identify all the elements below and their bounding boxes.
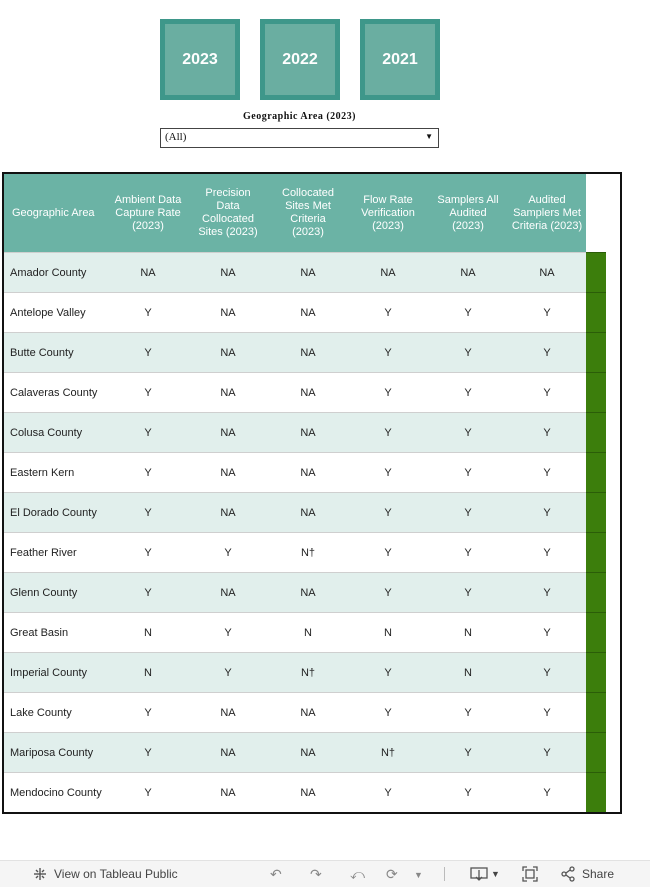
criteria-cell: Y <box>543 626 551 639</box>
criteria-cell: NA <box>539 266 555 279</box>
criteria-cell: NA <box>300 266 316 279</box>
toolbar-divider <box>444 867 445 881</box>
status-bar <box>586 492 606 532</box>
year-button-2021[interactable] <box>360 19 440 100</box>
criteria-cell: Y <box>464 506 472 519</box>
table-header <box>4 174 586 252</box>
criteria-cell: N <box>464 666 472 679</box>
refresh-menu-chevron-icon[interactable]: ▼ <box>414 870 423 880</box>
geographic-area-cell: Mendocino County <box>10 786 102 799</box>
criteria-cell: NA <box>140 266 156 279</box>
criteria-cell: Y <box>464 386 472 399</box>
criteria-cell: Y <box>144 746 152 759</box>
criteria-cell: Y <box>144 346 152 359</box>
criteria-cell: Y <box>224 666 232 679</box>
criteria-cell: Y <box>144 786 152 799</box>
status-bar <box>586 692 606 732</box>
geographic-area-cell: Mariposa County <box>10 746 94 759</box>
table-row[interactable] <box>4 372 586 412</box>
geographic-area-cell: Calaveras County <box>10 386 98 399</box>
table-row[interactable] <box>4 652 586 692</box>
criteria-cell: Y <box>543 426 551 439</box>
column-header: Flow Rate Verification (2023) <box>361 193 415 232</box>
criteria-cell: NA <box>220 586 236 599</box>
criteria-cell: Y <box>543 546 551 559</box>
status-bar <box>586 612 606 652</box>
criteria-cell: NA <box>300 586 316 599</box>
tableau-toolbar <box>0 860 650 887</box>
download-chevron-icon: ▼ <box>491 869 500 879</box>
table-row[interactable] <box>4 532 586 572</box>
criteria-cell: Y <box>543 506 551 519</box>
criteria-cell: Y <box>144 426 152 439</box>
criteria-cell: Y <box>464 786 472 799</box>
geographic-area-cell: Glenn County <box>10 586 78 599</box>
criteria-cell: NA <box>300 346 316 359</box>
table-row[interactable] <box>4 492 586 532</box>
table-row[interactable] <box>4 292 586 332</box>
criteria-cell: Y <box>464 586 472 599</box>
criteria-cell: N <box>144 626 152 639</box>
status-bar <box>586 372 606 412</box>
table-row[interactable] <box>4 692 586 732</box>
geographic-area-cell: Colusa County <box>10 426 83 439</box>
criteria-cell: Y <box>543 746 551 759</box>
criteria-cell: Y <box>464 546 472 559</box>
criteria-cell: Y <box>144 506 152 519</box>
criteria-cell: NA <box>220 306 236 319</box>
redo-icon[interactable]: ↷ <box>310 866 322 882</box>
year-button-2023[interactable] <box>160 19 240 100</box>
status-bar <box>586 252 606 292</box>
status-bar <box>586 332 606 372</box>
criteria-cell: Y <box>224 546 232 559</box>
criteria-cell: Y <box>384 546 392 559</box>
criteria-cell: Y <box>384 306 392 319</box>
status-bar <box>586 772 606 812</box>
year-button-2022[interactable] <box>260 19 340 100</box>
criteria-cell: Y <box>464 306 472 319</box>
criteria-cell: Y <box>384 586 392 599</box>
status-bar <box>586 412 606 452</box>
table-row[interactable] <box>4 332 586 372</box>
fullscreen-button[interactable] <box>522 866 538 882</box>
criteria-cell: NA <box>220 386 236 399</box>
criteria-cell: Y <box>543 706 551 719</box>
tableau-logo-icon <box>32 866 48 882</box>
table-row[interactable] <box>4 412 586 452</box>
criteria-cell: Y <box>144 466 152 479</box>
view-on-tableau-public-link[interactable] <box>32 866 178 882</box>
criteria-cell: NA <box>220 506 236 519</box>
criteria-cell: NA <box>300 386 316 399</box>
status-bar <box>586 652 606 692</box>
criteria-cell: Y <box>543 346 551 359</box>
geographic-area-cell: Feather River <box>10 546 77 559</box>
criteria-cell: N <box>384 626 392 639</box>
criteria-cell: Y <box>464 426 472 439</box>
criteria-cell: NA <box>300 506 316 519</box>
view-on-tableau-public-label: View on Tableau Public <box>54 867 178 881</box>
criteria-cell: NA <box>220 706 236 719</box>
criteria-cell: NA <box>380 266 396 279</box>
criteria-cell: Y <box>144 586 152 599</box>
criteria-cell: Y <box>464 346 472 359</box>
criteria-cell: NA <box>220 786 236 799</box>
criteria-cell: NA <box>220 746 236 759</box>
fullscreen-icon <box>522 866 538 882</box>
criteria-cell: Y <box>384 786 392 799</box>
table-row[interactable] <box>4 452 586 492</box>
column-header: Precision Data Collocated Sites (2023) <box>198 187 258 238</box>
table-row[interactable] <box>4 572 586 612</box>
table-row[interactable] <box>4 732 586 772</box>
criteria-cell: NA <box>220 466 236 479</box>
criteria-cell: Y <box>384 426 392 439</box>
criteria-cell: NA <box>220 346 236 359</box>
column-header: Audited Samplers Met Criteria (2023) <box>511 193 583 232</box>
criteria-cell: NA <box>460 266 476 279</box>
status-bar <box>586 292 606 332</box>
criteria-cell: NA <box>300 706 316 719</box>
year-button-label: 2023 <box>165 24 235 95</box>
criteria-cell: NA <box>300 746 316 759</box>
criteria-cell: NA <box>300 786 316 799</box>
criteria-cell: NA <box>300 466 316 479</box>
refresh-icon[interactable]: ⟳ <box>386 866 398 882</box>
geographic-area-dropdown[interactable] <box>160 128 439 148</box>
criteria-cell: Y <box>144 706 152 719</box>
criteria-cell: Y <box>543 466 551 479</box>
criteria-cell: Y <box>384 706 392 719</box>
criteria-cell: Y <box>384 386 392 399</box>
geographic-area-cell: Amador County <box>10 266 87 279</box>
criteria-cell: N <box>304 626 312 639</box>
criteria-cell: N† <box>300 546 316 559</box>
criteria-cell: N† <box>300 666 316 679</box>
criteria-cell: N <box>144 666 152 679</box>
criteria-cell: Y <box>384 466 392 479</box>
criteria-cell: Y <box>144 306 152 319</box>
criteria-cell: Y <box>543 306 551 319</box>
status-bar <box>586 452 606 492</box>
criteria-cell: Y <box>464 466 472 479</box>
criteria-cell: Y <box>384 346 392 359</box>
criteria-cell: Y <box>384 506 392 519</box>
geographic-area-cell: Antelope Valley <box>10 306 86 319</box>
criteria-cell: NA <box>300 306 316 319</box>
download-icon <box>470 866 488 882</box>
year-button-label: 2022 <box>265 24 335 95</box>
criteria-cell: Y <box>543 586 551 599</box>
criteria-cell: N† <box>380 746 396 759</box>
share-icon <box>560 866 576 882</box>
column-header: Ambient Data Capture Rate (2023) <box>114 193 182 232</box>
status-bar <box>586 572 606 612</box>
criteria-cell: Y <box>543 386 551 399</box>
criteria-cell: Y <box>543 666 551 679</box>
geographic-area-cell: El Dorado County <box>10 506 97 519</box>
table-row[interactable] <box>4 252 586 292</box>
criteria-cell: N <box>464 626 472 639</box>
geographic-area-cell: Lake County <box>10 706 72 719</box>
criteria-cell: Y <box>464 746 472 759</box>
table-row[interactable] <box>4 772 586 812</box>
share-label: Share <box>582 867 615 881</box>
table-row[interactable] <box>4 612 586 652</box>
column-header: Samplers All Audited (2023) <box>437 193 499 232</box>
criteria-cell: Y <box>144 386 152 399</box>
dropdown-value: (All) <box>165 131 187 143</box>
geographic-area-cell: Great Basin <box>10 626 69 639</box>
geographic-area-cell: Imperial County <box>10 666 88 679</box>
criteria-cell: Y <box>384 666 392 679</box>
criteria-cell: Y <box>543 786 551 799</box>
dropdown-arrow-icon[interactable]: ▼ <box>425 132 433 141</box>
geographic-area-filter-label: Geographic Area (2023) <box>242 111 357 122</box>
year-button-label: 2021 <box>365 24 435 95</box>
revert-icon[interactable]: ⤺ <box>350 866 365 882</box>
data-table <box>2 172 622 814</box>
criteria-cell: NA <box>220 266 236 279</box>
status-bar <box>586 532 606 572</box>
criteria-cell: Y <box>464 706 472 719</box>
criteria-cell: NA <box>300 426 316 439</box>
share-button[interactable] <box>560 866 614 882</box>
geographic-area-cell: Butte County <box>10 346 74 359</box>
undo-icon[interactable]: ↶ <box>270 866 282 882</box>
column-header: Geographic Area <box>12 206 95 219</box>
download-button[interactable] <box>470 866 500 882</box>
geographic-area-cell: Eastern Kern <box>10 466 75 479</box>
status-bar <box>586 732 606 772</box>
criteria-cell: Y <box>144 546 152 559</box>
criteria-cell: NA <box>220 426 236 439</box>
criteria-cell: Y <box>224 626 232 639</box>
column-header: Collocated Sites Met Criteria (2023) <box>282 187 334 238</box>
